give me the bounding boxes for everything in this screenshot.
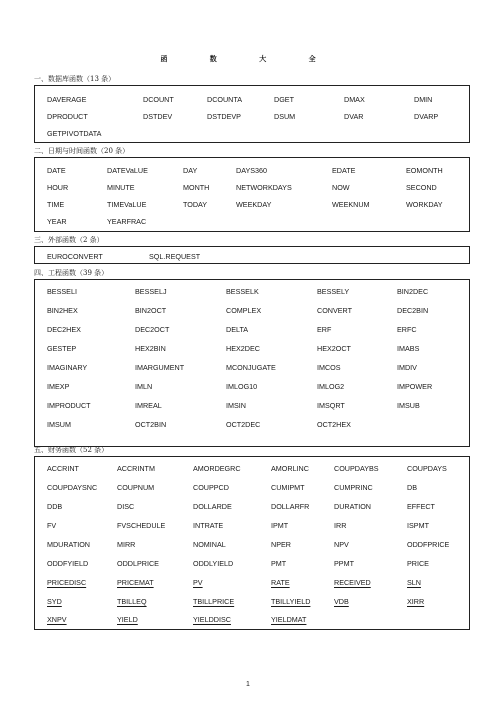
function-name: IMEXP bbox=[47, 382, 70, 391]
function-name: XNPV bbox=[47, 615, 67, 624]
function-name: BIN2HEX bbox=[47, 306, 78, 315]
function-name: PPMT bbox=[334, 559, 354, 568]
function-name: OCT2BIN bbox=[135, 420, 167, 429]
function-name: YIELDMAT bbox=[271, 615, 307, 624]
function-name: DCOUNTA bbox=[207, 95, 243, 104]
function-name: PMT bbox=[271, 559, 287, 568]
function-name: COUPDAYBS bbox=[334, 464, 379, 473]
function-name: DEC2HEX bbox=[47, 325, 81, 334]
function-name: IMAGINARY bbox=[47, 363, 88, 372]
table-row bbox=[35, 362, 469, 374]
function-name: ODDLYIELD bbox=[193, 559, 234, 568]
function-name: COUPNUM bbox=[117, 483, 155, 492]
function-name: ODDFYIELD bbox=[47, 559, 89, 568]
table-row bbox=[35, 128, 469, 140]
table-row bbox=[35, 216, 469, 228]
table-row bbox=[35, 305, 469, 317]
function-name: IMABS bbox=[397, 344, 420, 353]
function-name: BESSELJ bbox=[135, 287, 167, 296]
function-name: PRICE bbox=[407, 559, 429, 568]
function-name: WEEKNUM bbox=[332, 200, 370, 209]
function-name: IMREAL bbox=[135, 401, 162, 410]
function-name: ACCRINTM bbox=[117, 464, 155, 473]
page-title: 函 数 大 全 bbox=[160, 55, 336, 63]
function-name: DELTA bbox=[226, 325, 249, 334]
function-name: DOLLARDE bbox=[193, 502, 232, 511]
function-name: VDB bbox=[334, 597, 349, 606]
function-name: RECEIVED bbox=[334, 578, 371, 587]
function-name: TBILLEQ bbox=[117, 597, 147, 606]
function-name: ODDFPRICE bbox=[407, 540, 450, 549]
function-name: DSTDEV bbox=[143, 112, 173, 121]
table-row bbox=[35, 400, 469, 412]
function-name: DMIN bbox=[414, 95, 433, 104]
function-name: DCOUNT bbox=[143, 95, 174, 104]
function-name: HEX2BIN bbox=[135, 344, 166, 353]
table-row bbox=[35, 520, 469, 532]
table-row bbox=[35, 343, 469, 355]
function-name: IRR bbox=[334, 521, 347, 530]
function-name: BIN2DEC bbox=[397, 287, 429, 296]
function-name: HEX2DEC bbox=[226, 344, 260, 353]
table-row bbox=[35, 539, 469, 551]
function-name: INTRATE bbox=[193, 521, 224, 530]
function-name: OCT2DEC bbox=[226, 420, 261, 429]
function-name: AMORDEGRC bbox=[193, 464, 241, 473]
function-name: ERFC bbox=[397, 325, 417, 334]
function-name: NPV bbox=[334, 540, 349, 549]
function-name: IMSUM bbox=[47, 420, 71, 429]
function-name: MCONJUGATE bbox=[226, 363, 276, 372]
function-table bbox=[34, 246, 470, 264]
function-name: CUMPRINC bbox=[334, 483, 373, 492]
function-name: AMORLINC bbox=[271, 464, 309, 473]
function-name: FV bbox=[47, 521, 57, 530]
table-row bbox=[35, 381, 469, 393]
table-row bbox=[35, 111, 469, 123]
table-row bbox=[35, 251, 469, 263]
function-name: HOUR bbox=[47, 183, 69, 192]
table-row bbox=[35, 577, 469, 589]
function-name: DATEVaLUE bbox=[107, 166, 148, 175]
function-name: YIELDDISC bbox=[193, 615, 231, 624]
function-name: DVARP bbox=[414, 112, 439, 121]
function-name: SLN bbox=[407, 578, 421, 587]
table-row bbox=[35, 501, 469, 513]
table-row bbox=[35, 558, 469, 570]
function-name: WORKDAY bbox=[406, 200, 443, 209]
section-heading: 四、工程函数（39 条） bbox=[34, 269, 109, 277]
function-name: DAYS360 bbox=[236, 166, 268, 175]
function-name: CONVERT bbox=[317, 306, 353, 315]
function-name: DISC bbox=[117, 502, 135, 511]
function-name: IMSIN bbox=[226, 401, 246, 410]
function-name: COMPLEX bbox=[226, 306, 262, 315]
function-name: EFFECT bbox=[407, 502, 435, 511]
table-row bbox=[35, 463, 469, 475]
table-row bbox=[35, 596, 469, 608]
section-heading: 三、外部函数（2 条） bbox=[34, 236, 104, 244]
function-name: BESSELY bbox=[317, 287, 350, 296]
function-name: IMCOS bbox=[317, 363, 341, 372]
function-name: TIME bbox=[47, 200, 65, 209]
function-name: IMLN bbox=[135, 382, 153, 391]
function-name: DSTDEVP bbox=[207, 112, 241, 121]
function-name: SQL.REQUEST bbox=[149, 252, 201, 261]
table-row bbox=[35, 286, 469, 298]
function-name: IMSQRT bbox=[317, 401, 345, 410]
function-name: IMPOWER bbox=[397, 382, 433, 391]
table-row bbox=[35, 419, 469, 431]
function-name: GETPIVOTDATA bbox=[47, 129, 102, 138]
function-table bbox=[34, 279, 470, 447]
function-name: SECOND bbox=[406, 183, 437, 192]
function-name: NPER bbox=[271, 540, 291, 549]
function-name: DDB bbox=[47, 502, 63, 511]
function-name: DATE bbox=[47, 166, 66, 175]
function-name: FVSCHEDULE bbox=[117, 521, 166, 530]
section-heading: 二、日期与时间函数（20 条） bbox=[34, 147, 130, 155]
function-name: MIRR bbox=[117, 540, 136, 549]
function-name: YEARFRAC bbox=[107, 217, 147, 226]
function-name: NOW bbox=[332, 183, 350, 192]
function-name: BIN2OCT bbox=[135, 306, 167, 315]
table-row bbox=[35, 94, 469, 106]
function-name: COUPDAYS bbox=[407, 464, 447, 473]
section-heading: 一、数据库函数（13 条） bbox=[34, 75, 116, 83]
function-name: DPRODUCT bbox=[47, 112, 88, 121]
table-row bbox=[35, 182, 469, 194]
function-name: PRICEMAT bbox=[117, 578, 154, 587]
function-name: ODDLPRICE bbox=[117, 559, 159, 568]
function-name: DEC2BIN bbox=[397, 306, 429, 315]
function-name: YEAR bbox=[47, 217, 67, 226]
function-name: DAY bbox=[183, 166, 198, 175]
function-name: IMLOG10 bbox=[226, 382, 258, 391]
function-name: ISPMT bbox=[407, 521, 429, 530]
function-name: TIMEVaLUE bbox=[107, 200, 147, 209]
function-name: TODAY bbox=[183, 200, 208, 209]
function-name: TBILLYIELD bbox=[271, 597, 311, 606]
function-name: COUPDAYSNC bbox=[47, 483, 98, 492]
table-row bbox=[35, 199, 469, 211]
function-name: DVAR bbox=[344, 112, 364, 121]
function-name: IMSUB bbox=[397, 401, 420, 410]
function-name: MONTH bbox=[183, 183, 210, 192]
function-name: IMARGUMENT bbox=[135, 363, 185, 372]
function-name: IMLOG2 bbox=[317, 382, 345, 391]
function-name: DOLLARFR bbox=[271, 502, 310, 511]
table-row bbox=[35, 165, 469, 177]
function-name: IPMT bbox=[271, 521, 289, 530]
function-name: PV bbox=[193, 578, 203, 587]
function-name: DURATION bbox=[334, 502, 371, 511]
function-name: IMPRODUCT bbox=[47, 401, 91, 410]
function-name: XIRR bbox=[407, 597, 425, 606]
function-name: BESSELK bbox=[226, 287, 259, 296]
function-name: DAVERAGE bbox=[47, 95, 87, 104]
function-name: GESTEP bbox=[47, 344, 77, 353]
function-name: OCT2HEX bbox=[317, 420, 351, 429]
function-name: HEX2OCT bbox=[317, 344, 351, 353]
function-name: DMAX bbox=[344, 95, 365, 104]
section-heading: 五、财务函数（52 条） bbox=[34, 446, 109, 454]
function-name: ERF bbox=[317, 325, 332, 334]
function-name: DSUM bbox=[274, 112, 296, 121]
function-name: BESSELI bbox=[47, 287, 77, 296]
function-name: MINUTE bbox=[107, 183, 135, 192]
function-name: NOMINAL bbox=[193, 540, 226, 549]
function-name: EDATE bbox=[332, 166, 356, 175]
function-name: DB bbox=[407, 483, 417, 492]
function-name: COUPPCD bbox=[193, 483, 229, 492]
function-table bbox=[34, 456, 470, 630]
function-name: TBILLPRICE bbox=[193, 597, 235, 606]
function-name: CUMIPMT bbox=[271, 483, 305, 492]
function-name: YIELD bbox=[117, 615, 138, 624]
function-name: PRICEDISC bbox=[47, 578, 87, 587]
function-name: DEC2OCT bbox=[135, 325, 170, 334]
function-name: RATE bbox=[271, 578, 290, 587]
function-name: SYD bbox=[47, 597, 62, 606]
table-row bbox=[35, 614, 469, 626]
function-name: DGET bbox=[274, 95, 294, 104]
function-name: IMDIV bbox=[397, 363, 417, 372]
function-name: ACCRINT bbox=[47, 464, 79, 473]
function-table bbox=[34, 85, 470, 143]
table-row bbox=[35, 324, 469, 336]
page-number: 1 bbox=[246, 681, 250, 688]
function-table bbox=[34, 157, 470, 232]
function-name: EUROCONVERT bbox=[47, 252, 103, 261]
function-name: WEEKDAY bbox=[236, 200, 272, 209]
table-row bbox=[35, 482, 469, 494]
function-name: MDURATION bbox=[47, 540, 90, 549]
function-name: EOMONTH bbox=[406, 166, 443, 175]
function-name: NETWORKDAYS bbox=[236, 183, 292, 192]
